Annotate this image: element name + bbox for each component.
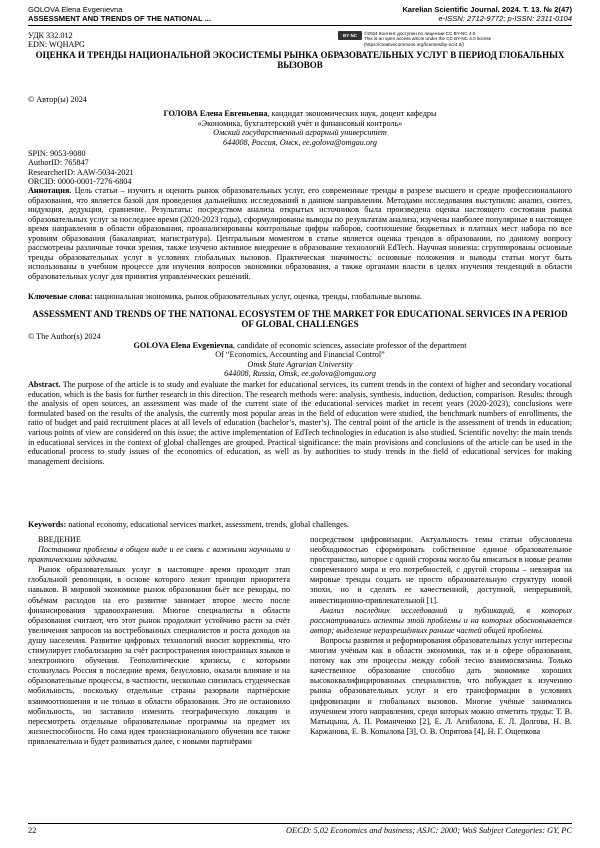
header-left [28,6,211,23]
copyright-ru: © Автор(ы) 2024 [28,95,87,104]
affiliation-en: Omsk State Agrarian University [247,359,353,369]
license-line-ru: ©2024 Контент доступен по лицензии CC BY-NC 4.0 [364,31,476,36]
address-en: 644008, Russia, Omsk, ee.golova@omgau.org [224,368,376,378]
article-meta [28,31,85,49]
orcid-id: ORCID: 0000-0001-7276-6804 [28,177,132,187]
author-block-ru [28,109,572,147]
address-ru: 644008, Россия, Омск, ee.golova@omgau.org [223,137,377,147]
paragraph-right-1: посредством цифровизации. Актуальность темы статьи обусловлена необходимостью сформировать собственное единое образовательное пространство, которое с одной стороны могло бы вписаться в новые реалии современного мира и его потребностей, с другой стороны – невзирая на мировые тренды создать не просто образовательную структуру новой эпохи, но и сделать ее качественной, доступной, непрерывной, инвестиционно-привлекательной [1]. [310,535,572,605]
abstract-text-ru: Цель статьи – изучить и оценить рынок образовательных услуг, его современные тренды в разрезе высшего и средне профессионального образования, что является базой для проведения дальнейших исследований в данном направлении. Методами исследования выступили: анализ, синтез, индукция, дедукция, сравнение. Результаты: посредством анализа открытых источников была произведена оценка настоящего состояния рынка образовательных услуг за последнее время (2020-2023 годы), сформулированы выводы по результатам анализа, изучены наиболее популярные в настоящее время направления в области образования, проанализированы контрольные цифры наборов, соотношение бюджетных и платных мест набора по все уровням образования (бакалавриат, магистратура). Центральным моментом в статье является оценка трендов в образовании, по данному вопросу рассмотрены различные точки зрения, также изучено активное внедрение в образование технологий EdTech. Научная новизна: сгруппированы основные тренды образовательных услуг в условиях глобальных вызовов. Практическая значимость: основные положения и выводы статьи могут быть использованы в учебном процессе для изучения вопросов экономики образования, а также органами власти в целях изучения тенденций в области образовательных услуг для принятия управленческих решений. [28,186,572,281]
footer-indexing: OECD: 5.02 Economics and business; ASJC: 2000; WoS Subject Categories: GY, PC [285,826,572,835]
paragraph-left-1: Рынок образовательных услуг в настоящее время проходит этап глобальной революции, в основе которого лежит принцип приоритета навыков. В мировой экономике рынок образования бьёт все рекорды, по объёмам расходов на его развитие занимает второе место после финансирования здравоохранения. Многое специалисты в области образования считают, что этот рынок продолжит устойчиво расти за счёт увеличения запросов на востребованных специалистов и роста доходов на душу населения. Развитие цифровых технологий вносит коррективы, что стимулирует глобализацию за счёт распространения иностранных языков и электронного обучения. Геополитические кризисы, с которыми столкнулась Россия в последние время, безусловно, оказали влияние и на образовательные процессы, в частности, несколько снизилась студенческая мобильность, поскольку отдельные страны разорвали партнёрские взаимоотношения и не только в области образования. Это не остановило мобильность, но заставило изменить географическую локацию и пересмотреть отдельные образовательные программы на предмет их жизнеспособности. Но сама идея транснационального обучения все также привлекательна и будет развиваться далее, с новыми партнёрами [28,565,290,746]
keywords-label-en: Keywords: [28,520,67,529]
abstract-label-en: Abstract. [28,380,61,389]
cc-license-badge: BY NC [338,31,362,40]
keywords-text-ru: национальная экономика, рынок образовательных услуг, оценка, тренды, глобальные вызовы. [92,292,422,301]
footer-rule [28,823,572,824]
keywords-label-ru: Ключевые слова: [28,292,93,301]
body-right-column [310,535,572,737]
spin-id: SPIN: 9053-9080 [28,149,86,158]
license-link[interactable]: (https://creativecommons.org/licenses/by-nc/4.0/) [364,41,465,47]
edn-code: EDN: WQHAPG [28,40,85,49]
header-rule [28,25,572,26]
abstract-label-ru: Аннотация. [28,186,72,195]
author-department-ru: «Экономика, бухгалтерский учёт и финансовый контроль» [197,118,403,128]
abstract-text-en: The purpose of the article is to study and evaluate the market for educational services, its current trends in the context of higher and secondary vocational education, which is the basis for further research in this direction. The research methods were: analysis, synthesis, induction, deduction, comparison. Results: through the analysis of open sources, an assessment was made of the current state of the educational services market in recent years (2020-2023), conclusions were formulated based on the results of the analysis, the currently most popular areas in the field of education were studied, the benchmark numbers of enrollments, the ratio of budget and paid recruitment places at all levels of education (bachelor’s, master’s). The central point of the article is the assessment of trends in education; various points of view are considered on this issue; the active implementation of EdTech technologies in education is also studied. Scientific novelty: the main trends in educational services in the context of global challenges are grouped. Practical significance: the main provisions and conclusions of the article can be used in the educational process to study issues of the economics of education, as well as by authorities to study trends in the field of educational services for making management decisions. [28,380,572,466]
author-position-en: , candidate of economic sciences, associate professor of the department [233,341,467,350]
author-name-ru: ГОЛОВА Елена Евгеньевна [163,109,268,118]
author-department-en: Of “Economics, Accounting and Financial Control” [215,350,385,360]
title-en: ASSESSMENT AND TRENDS OF THE NATIONAL ECOSYSTEM OF THE MARKET FOR EDUCATIONAL SERVICES IN A PERIOD OF GLOBAL CHALLENGES [32,309,568,329]
keywords-ru [28,292,572,302]
header-author: GOLOVA Elena Evgenievna [28,5,123,14]
keywords-text-en: national economy, educational services market, assessment, trends, global challenges. [66,520,349,529]
affiliation-ru: Омский государственный аграрный университет [213,128,387,138]
header-right [402,6,572,23]
header-issn: e-ISSN: 2712-9772; p-ISSN: 2311-0104 [438,13,572,23]
author-position-ru: , кандидат экономических наук, доцент кафедры [267,109,437,118]
udk-code: УДК 332.012 [28,31,73,40]
researcher-id: ResearcherID: AAW-5034-2021 [28,167,134,177]
author-block-en [28,341,572,378]
header-journal: Karelian Scientific Journal. 2024. Т. 13. № 2(47) [402,5,572,14]
body-left-column [28,535,290,747]
abstract-ru [28,186,572,281]
paragraph-right-2: Вопросы развития и реформирования образовательных услуг интересны многим учёным как в области экономики, так и в сфере образования, потому как эти процессы между собой тесно взаимосвязаны. Только качественное образование способно дать экономике хороших высококвалифицированных специалистов, что побуждает к изучению рынка образовательных услуг и его трансформации в условиях цифровизации и глобальных вызовов. Многие учёные занимались изучением этого направления, среди которых можно отметить труды: Т. В. Матыцына, А. П. Романченко [2], Е. Л. Агибалова, Е. Л. Долгова, Н. В. Каржанова, Е. В. Копылова [3], О. В. Опрятова [4], Н. Г. Ощепкова [310,635,572,736]
copyright-en: © The Author(s) 2024 [28,332,101,341]
author-id: AuthorID: 765847 [28,158,89,168]
abstract-en [28,380,572,466]
author-name-en: GOLOVA Elena Evgenievna [133,341,233,350]
subheading-analysis: Анализ последних исследований и публикаций, в которых рассматривались аспекты этой проблемы и на которых обосновывается автор; выделение неразрешённых раньше частей общей проблемы. [310,605,572,635]
subheading-problem: Постановка проблемы в общем виде и ее связь с важными научными и практическими задачами. [28,545,290,565]
keywords-en [28,520,572,530]
header-short-title: ASSESSMENT AND TRENDS OF THE NATIONAL ... [28,13,211,23]
section-heading-intro: ВВЕДЕНИЕ [38,535,81,544]
author-ids [28,149,572,187]
license-notice [338,31,572,47]
page-number: 22 [28,826,37,835]
license-line-en: This is an open access article under the CC BY-NC 4.0 license [364,36,492,42]
title-ru: ОЦЕНКА И ТРЕНДЫ НАЦИОНАЛЬНОЙ ЭКОСИСТЕМЫ РЫНКА ОБРАЗОВАТЕЛЬНЫХ УСЛУГ В ПЕРИОД ГЛОБАЛЬНЫХ ВЫЗОВОВ [35,50,565,70]
